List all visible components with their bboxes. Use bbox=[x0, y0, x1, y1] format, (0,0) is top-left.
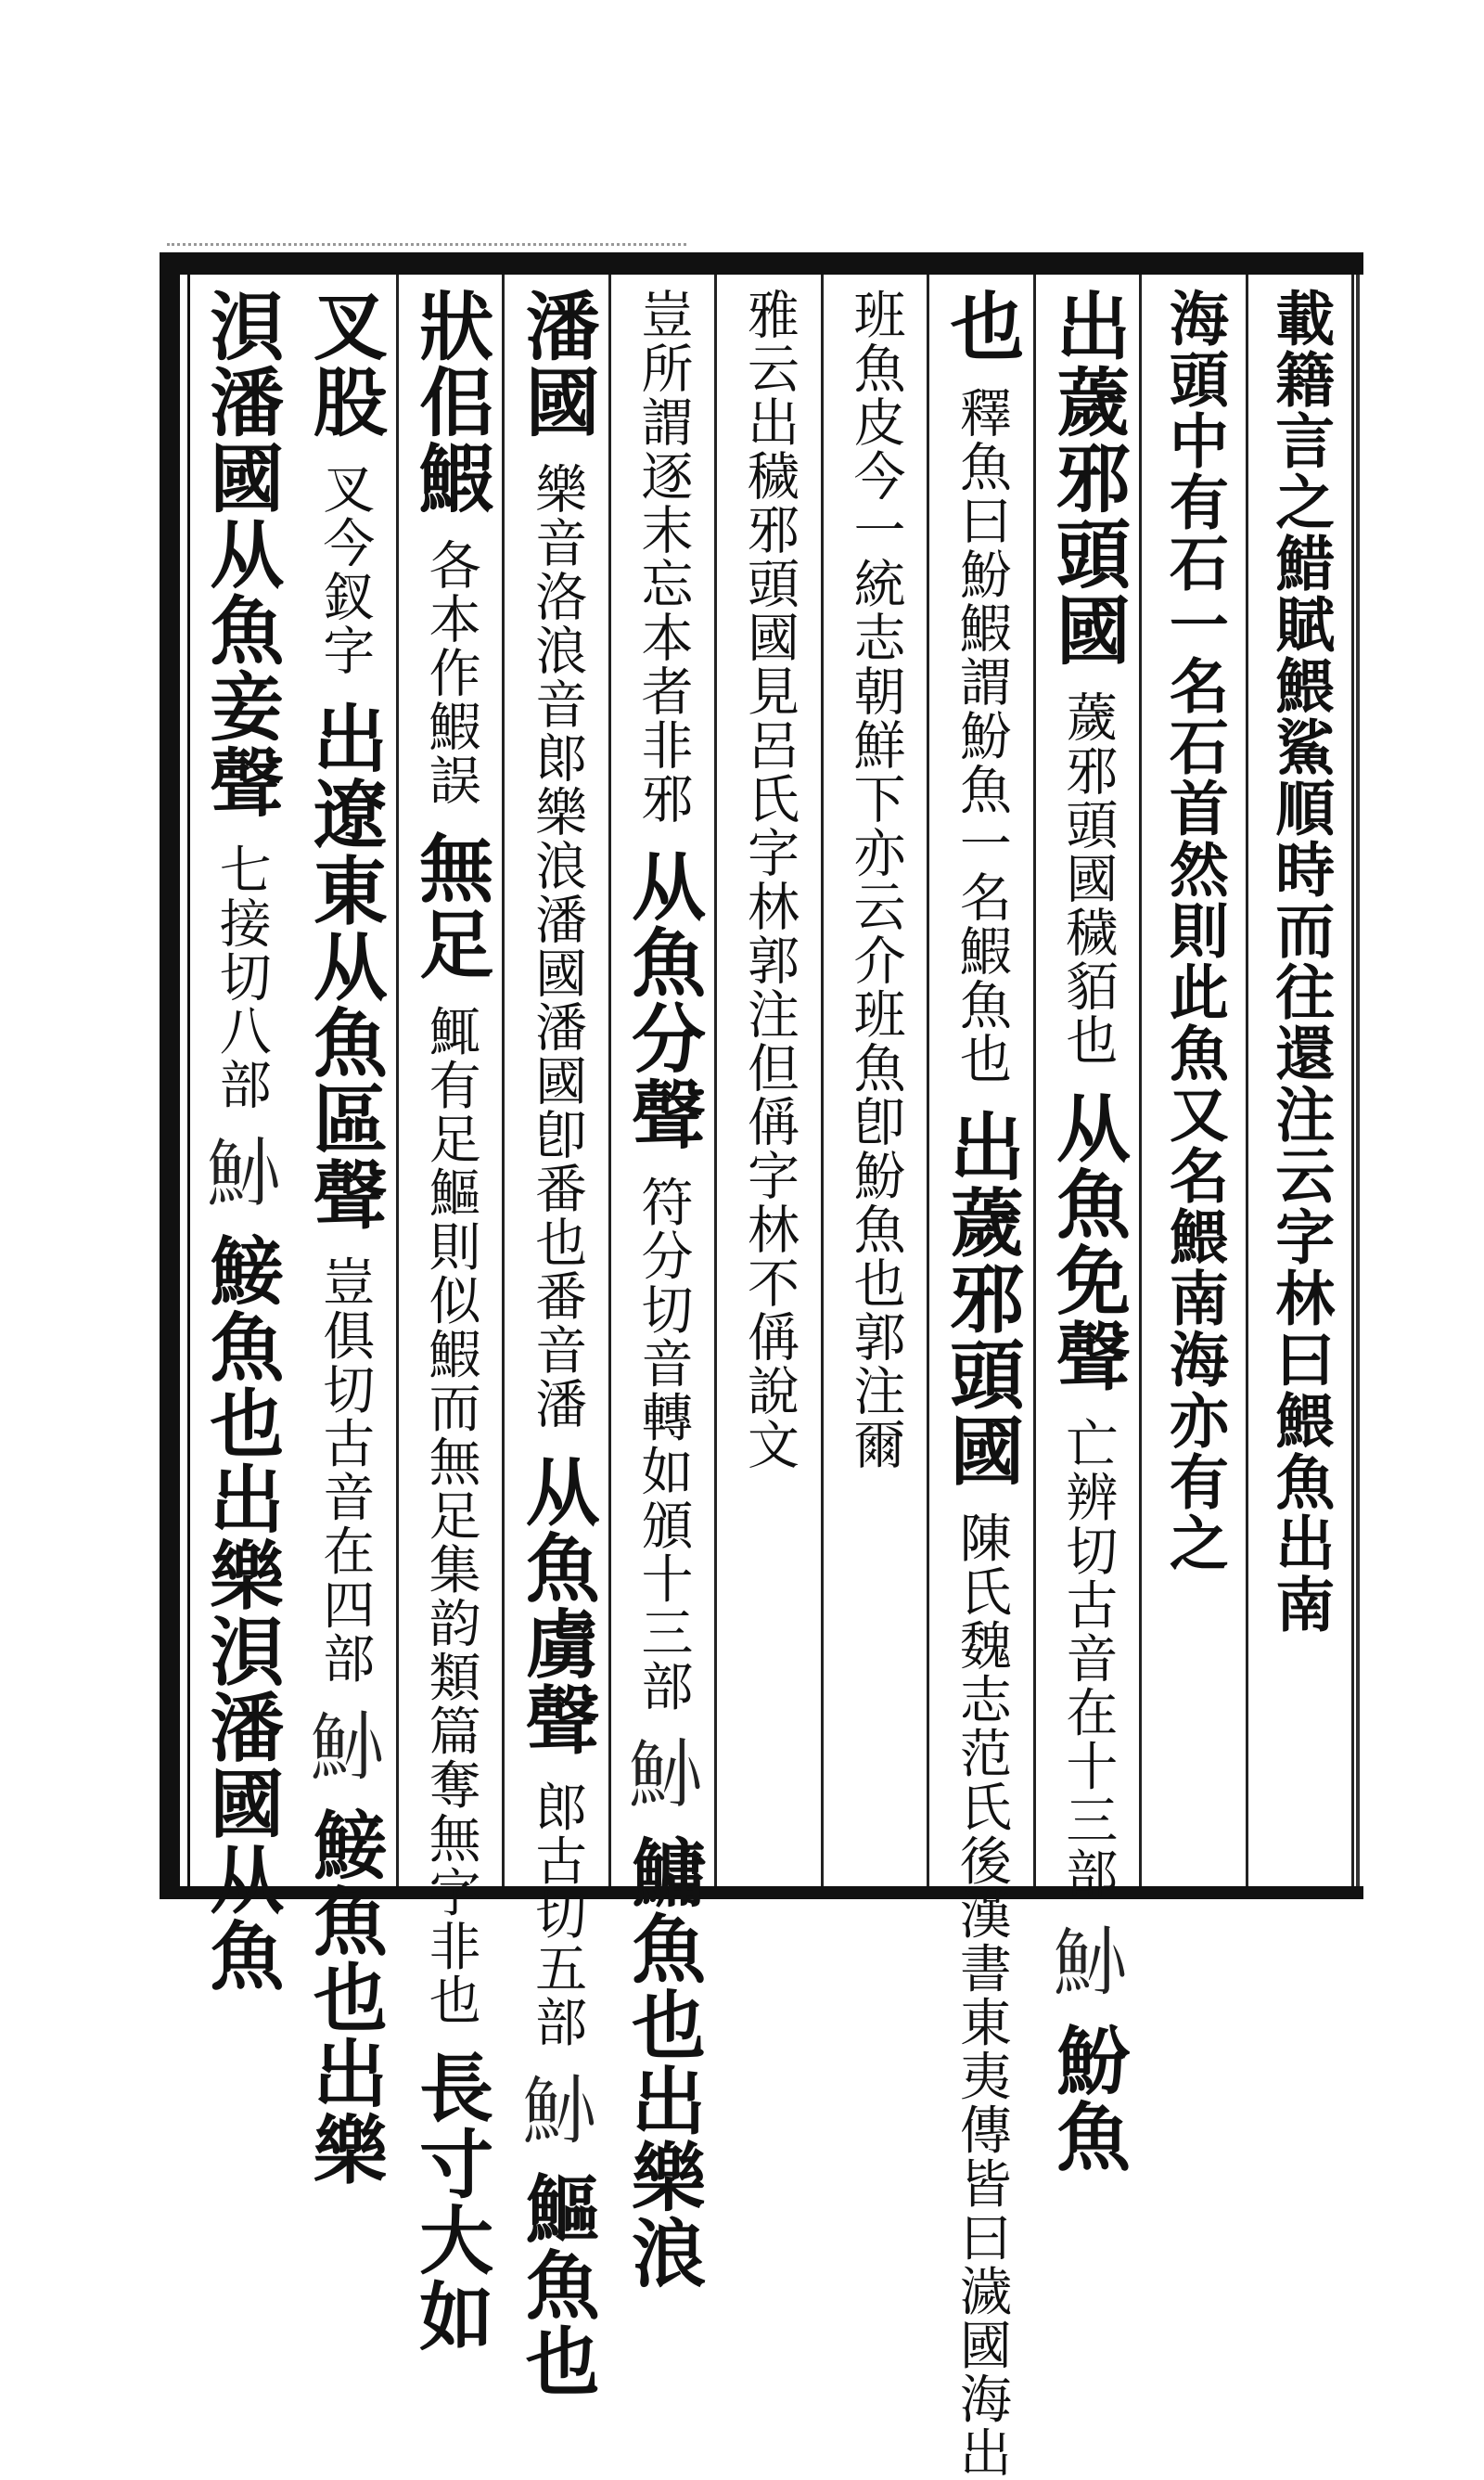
text-columns bbox=[189, 275, 1354, 2480]
main-text: 出遼東从魚區聲 bbox=[301, 700, 389, 1233]
main-text: 出薉邪頭國 bbox=[1043, 288, 1132, 668]
column-3 bbox=[1036, 275, 1142, 2175]
annotation-text: 雅云出穢邪頭國見呂氏字林郭注但偁字林不偁說文 bbox=[739, 288, 800, 1471]
seal-script-glyph: 𩵖 bbox=[620, 1735, 707, 1812]
column-text bbox=[937, 288, 1025, 2480]
main-text: 浿潘國从魚妾聲 bbox=[197, 288, 285, 820]
main-text: 从魚免聲 bbox=[1043, 1089, 1132, 1394]
main-text: 鯜魚也出樂浿潘國从魚 bbox=[197, 1232, 285, 1994]
annotation-text: 郎古切五部 bbox=[527, 1780, 588, 2050]
column-text bbox=[739, 288, 799, 1886]
seal-script-glyph: 𩵖 bbox=[1044, 1923, 1132, 2000]
main-text: 也 bbox=[937, 288, 1025, 364]
main-text: 長寸大如 bbox=[406, 2050, 494, 2355]
main-text: 潘國 bbox=[513, 288, 601, 440]
column-10 bbox=[292, 275, 398, 2188]
annotation-text: 豈俱切古音在四部 bbox=[314, 1254, 376, 1686]
annotation-text: 載籍言之䱜賦鰃鯊順時而往還注云字林曰鰃魚出南 bbox=[1265, 288, 1336, 1635]
annotation-text: 符分切音轉如頒十三部 bbox=[633, 1175, 694, 1714]
column-text bbox=[197, 288, 285, 1994]
column-text bbox=[1158, 288, 1229, 1886]
main-text: 無足 bbox=[406, 829, 494, 983]
main-text: 从魚分聲 bbox=[619, 848, 707, 1153]
column-1 bbox=[1248, 275, 1354, 1886]
main-text: 鰸魚也 bbox=[513, 2170, 601, 2399]
annotation-text: 陳氏魏志范氏後漢書東夷傳皆曰濊國海出 bbox=[951, 1510, 1012, 2480]
main-text: 鯜魚也出樂 bbox=[301, 1806, 389, 2188]
column-text bbox=[1265, 288, 1336, 1886]
annotation-text: 叉今釵字 bbox=[314, 462, 376, 678]
seal-script-glyph: 𩵖 bbox=[514, 2072, 601, 2149]
annotation-text: 鮿有足鰸則似鰕而無足集韵類篇奪無字非也 bbox=[420, 1004, 481, 2027]
annotation-text: 亡辨切古音在十三部 bbox=[1057, 1416, 1119, 1901]
column-text bbox=[1043, 288, 1132, 2175]
column-text bbox=[406, 288, 494, 2355]
annotation-text: 釋魚曰魵鰕謂魵魚一名鰕魚也 bbox=[951, 386, 1012, 1086]
main-text: 魵魚 bbox=[1043, 2022, 1132, 2175]
column-text bbox=[845, 288, 904, 1886]
main-text: 狀佀鰕 bbox=[406, 288, 494, 516]
seal-script-glyph: 𩵖 bbox=[198, 1134, 285, 1211]
column-4 bbox=[929, 275, 1035, 2480]
annotation-text: 七接切八部 bbox=[211, 842, 272, 1112]
page-right-edge bbox=[1356, 275, 1360, 1886]
column-11 bbox=[189, 275, 292, 1994]
column-2 bbox=[1142, 275, 1247, 1886]
annotation-text: 海頭中有石一名石首然則此魚又名鰃南海亦有之 bbox=[1158, 288, 1229, 1574]
annotation-text: 豈所謂逐末忘本者非邪 bbox=[633, 288, 694, 826]
column-text bbox=[513, 288, 601, 2399]
annotation-text: 樂音洛浪音郞樂浪潘國潘國卽番也番音潘 bbox=[527, 462, 588, 1432]
column-8 bbox=[505, 275, 610, 2399]
column-7 bbox=[611, 275, 717, 2292]
column-5 bbox=[824, 275, 929, 1886]
annotation-text: 各本作鰕誤 bbox=[420, 538, 481, 808]
annotation-text: 薉邪頭國穢貊也 bbox=[1057, 690, 1119, 1068]
main-text: 鱅魚也出樂浪 bbox=[619, 1834, 707, 2292]
main-text: 从魚虜聲 bbox=[513, 1453, 601, 1758]
column-6 bbox=[717, 275, 823, 1886]
main-text: 出薉邪頭國 bbox=[937, 1108, 1025, 1489]
seal-script-glyph: 𩵖 bbox=[301, 1708, 389, 1785]
annotation-text: 班魚皮今一統志朝鮮下亦云介班魚卽魵魚也郭注爾 bbox=[845, 288, 906, 1471]
main-text: 叉股 bbox=[301, 288, 389, 440]
column-text bbox=[619, 288, 707, 2292]
column-9 bbox=[399, 275, 505, 2355]
column-text bbox=[301, 288, 389, 2188]
